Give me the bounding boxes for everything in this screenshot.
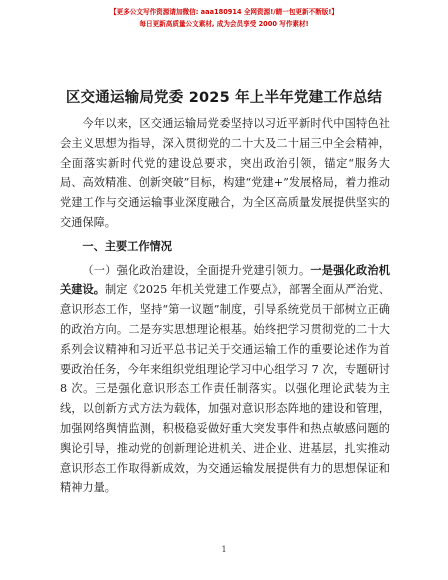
intro-paragraph: 今年以来，区交通运输局党委坚持以习近平新时代中国特色社会主义思想为指导，深入贯彻党的二十大及二十届三中全会精神，全面落实新时代党的建设总要求，突出政治引领，锚定“服务大局、高效精准、创新突破”目标，构建“党建+”发展格局，着力推动党建工作与交通运输事业深度融合，为全区高质量发展提供坚实的交通保障。 <box>60 117 390 229</box>
document-body <box>60 114 390 498</box>
banner-line-1: 【更多公文写作资源请加微信: aaa180914 全网资源!/睛一包更新不断版!】 <box>110 8 338 16</box>
document-title: 区交通运输局党委 2025 年上半年党建工作总结 <box>65 90 383 106</box>
header-banner <box>0 6 448 30</box>
body-paragraph <box>60 261 390 499</box>
section-heading: 一、主要工作情况 <box>82 239 172 253</box>
page-number: 1 <box>221 545 227 554</box>
bold-phrase: 一是强化政治机关建设。 <box>60 263 390 297</box>
banner-line-2: 每日更新高质量公文素材, 成为会员享受 2000 写作素材! <box>139 20 309 28</box>
paragraph-text: 制定《2025 年机关党建工作要点》，部署全面从严治党、意识形态工作，坚持“第一议题”制度，引导系统党员干部树立正确的政治方向。二是夯实思想理论根基。始终把学习贯彻党的二十大系列会议精神和习近平总书记关于交通运输工作的重要论述作为首要政治任务，今年来组织党组理论学习中心组学习 7 次，专题研讨 8 次。三是强化意识形态工作责任制落实。以强化理论武装为主线，以创新方式方法为载体，加强对意识形态阵地的建设和管理，加强网络舆情监测，积极稳妥做好重大突发事件和热点敏感问题的舆论引导，推动党的创新理论进机关、进企业、进基层，扎实推动意识形态工作取得新成效，为交通运输发展提供有力的思想保证和精神力量。 <box>60 283 390 495</box>
paragraph-lead: （一）强化政治建设，全面提升党建引领力。 <box>82 263 311 277</box>
